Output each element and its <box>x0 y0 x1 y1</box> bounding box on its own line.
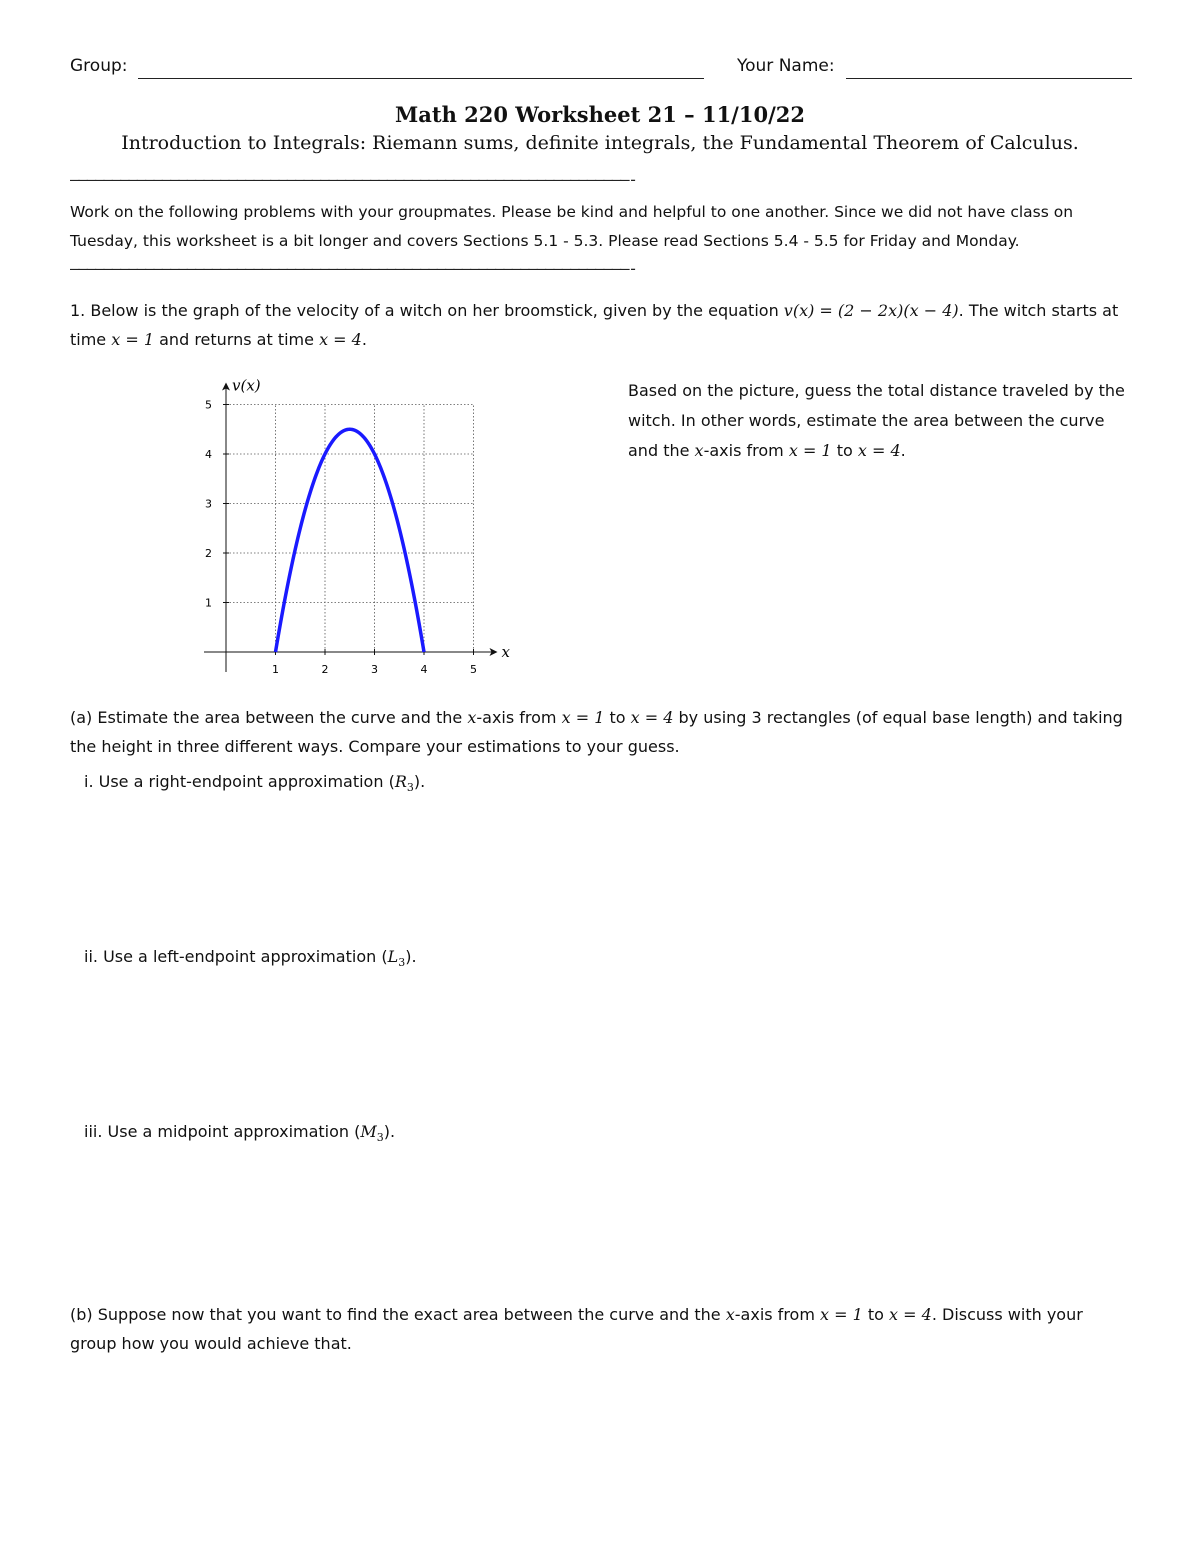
name-field[interactable] <box>846 78 1132 79</box>
end-time: x = 4 <box>319 330 362 349</box>
part-b-text-1: Suppose now that you want to find the exact area between the curve and the <box>97 1305 721 1324</box>
part-b-text-3: . Discuss with your group how you would achieve that. <box>70 1305 1083 1353</box>
problem-text-a: Below is the graph of the velocity of a witch on her broomstick, given by the equation <box>90 301 779 320</box>
y-tick-label: 3 <box>205 497 212 511</box>
part-b-label: (b) <box>70 1305 93 1324</box>
part-b-to-word: to <box>867 1305 884 1324</box>
sub-ii-n: 3 <box>398 956 406 970</box>
intro-text: Work on the following problems with your groupmates. Please be kind and helpful to one another. Since we did not have class on Tuesday, this worksheet is a bit longer and covers Sections 5.1 - 5.3. Please read Sections 5.4 - 5.5 for Friday and Monday. <box>70 203 1074 250</box>
y-tick-label: 2 <box>205 547 212 560</box>
sub-iii-label: iii. <box>84 1122 103 1141</box>
sub-iii-n: 3 <box>376 1131 384 1145</box>
page-subtitle: Introduction to Integrals: Riemann sums, definite integrals, the Fundamental Theorem of Calculus. <box>121 132 1079 154</box>
sub-i-n: 3 <box>406 781 414 795</box>
chart-ticks <box>205 399 477 677</box>
part-a-text-2: -axis from <box>476 708 557 727</box>
part-a-from: x = 1 <box>561 708 605 727</box>
x-tick-label: 1 <box>272 663 279 676</box>
sub-iii: iii. Use a midpoint approximation $(M_3)$. <box>84 1122 396 1145</box>
guess-to: x = 4 <box>857 441 901 460</box>
sub-ii: ii. Use a left-endpoint approximation $(L_3)$. <box>84 947 417 970</box>
guess-text: Based on the picture, guess the total distance traveled by the witch. In other words, estimate the area between the curve and the x-axis from x = 1 to x = 4. <box>628 381 1125 460</box>
part-b-x: x <box>725 1305 735 1324</box>
velocity-equation: v(x) = (2 − 2x)(x − 4) <box>783 301 959 320</box>
part-a-to-word: to <box>609 708 626 727</box>
velocity-graph <box>190 368 520 688</box>
guess-text-b: -axis from <box>703 441 784 460</box>
guess-x: x <box>694 441 704 460</box>
sub-ii-text: Use a left-endpoint approximation ( <box>103 947 388 966</box>
x-axis-label: x <box>501 643 510 661</box>
guess-from: x = 1 <box>788 441 832 460</box>
guess-to-word: to <box>836 441 853 460</box>
velocity-curve <box>276 429 425 652</box>
problem-1-text: 1. Below is the graph of the velocity of a witch on her broomstick, given by the equation v(x) = (2 − 2x)(x − 4). The witch starts at time x = 1 and returns at time x = 4. <box>70 301 1119 349</box>
sub-i-symbol: R <box>394 772 407 791</box>
part-a-text-1: Estimate the area between the curve and the <box>97 708 463 727</box>
problem-text-c: and returns at time <box>159 330 314 349</box>
y-tick-label: 4 <box>205 448 212 461</box>
sub-i: i. Use a right-endpoint approximation $(R_3)$. <box>84 772 426 795</box>
chart-grid <box>226 405 474 653</box>
group-field[interactable] <box>138 78 704 79</box>
sub-ii-symbol: L <box>387 947 399 966</box>
page-title: Math 220 Worksheet 21 – 11/10/22 <box>395 102 805 127</box>
y-tick-label: 1 <box>205 596 212 610</box>
name-label: Your Name: <box>737 56 835 76</box>
part-b-text <box>70 1300 1132 1358</box>
group-label: Group: <box>70 56 128 76</box>
x-tick-label: 3 <box>371 663 378 676</box>
divider-bottom: ———————————————————————————————————————————————————————————————————- <box>70 259 637 278</box>
part-a-text <box>70 703 1132 761</box>
y-tick-label: 5 <box>205 398 212 412</box>
part-a-text-3: by using 3 rectangles (of equal base length) and taking the height in three different ways. Compare your estimations to your guess. <box>70 708 1123 756</box>
x-tick-label: 4 <box>420 663 428 676</box>
x-tick-label: 5 <box>470 663 477 676</box>
part-b-text-2: -axis from <box>734 1305 815 1324</box>
guess-text-a: Based on the picture, guess the total distance traveled by the witch. In other words, estimate the area between the curve and the <box>628 381 1125 460</box>
problem-text-b: . The witch starts at time <box>70 301 1119 349</box>
sub-i-label: i. <box>84 772 94 791</box>
sub-i-text: Use a right-endpoint approximation ( <box>98 772 395 791</box>
part-b-from: x = 1 <box>820 1305 863 1324</box>
sub-ii-label: ii. <box>84 947 98 966</box>
sub-iii-text: Use a midpoint approximation ( <box>107 1122 361 1141</box>
part-a-x: x <box>467 708 477 727</box>
y-axis-label: v(x) <box>232 376 261 395</box>
part-a-label: (a) <box>70 708 93 727</box>
problem-number: 1. <box>70 301 86 320</box>
divider-top: ———————————————————————————————————————————————————————————————————- <box>70 170 637 189</box>
sub-iii-symbol: M <box>360 1122 377 1141</box>
start-time: x = 1 <box>111 330 155 349</box>
part-b-to: x = 4 <box>889 1305 932 1324</box>
chart-axes <box>204 383 498 673</box>
part-a-to: x = 4 <box>630 708 674 727</box>
x-tick-label: 2 <box>321 663 329 676</box>
